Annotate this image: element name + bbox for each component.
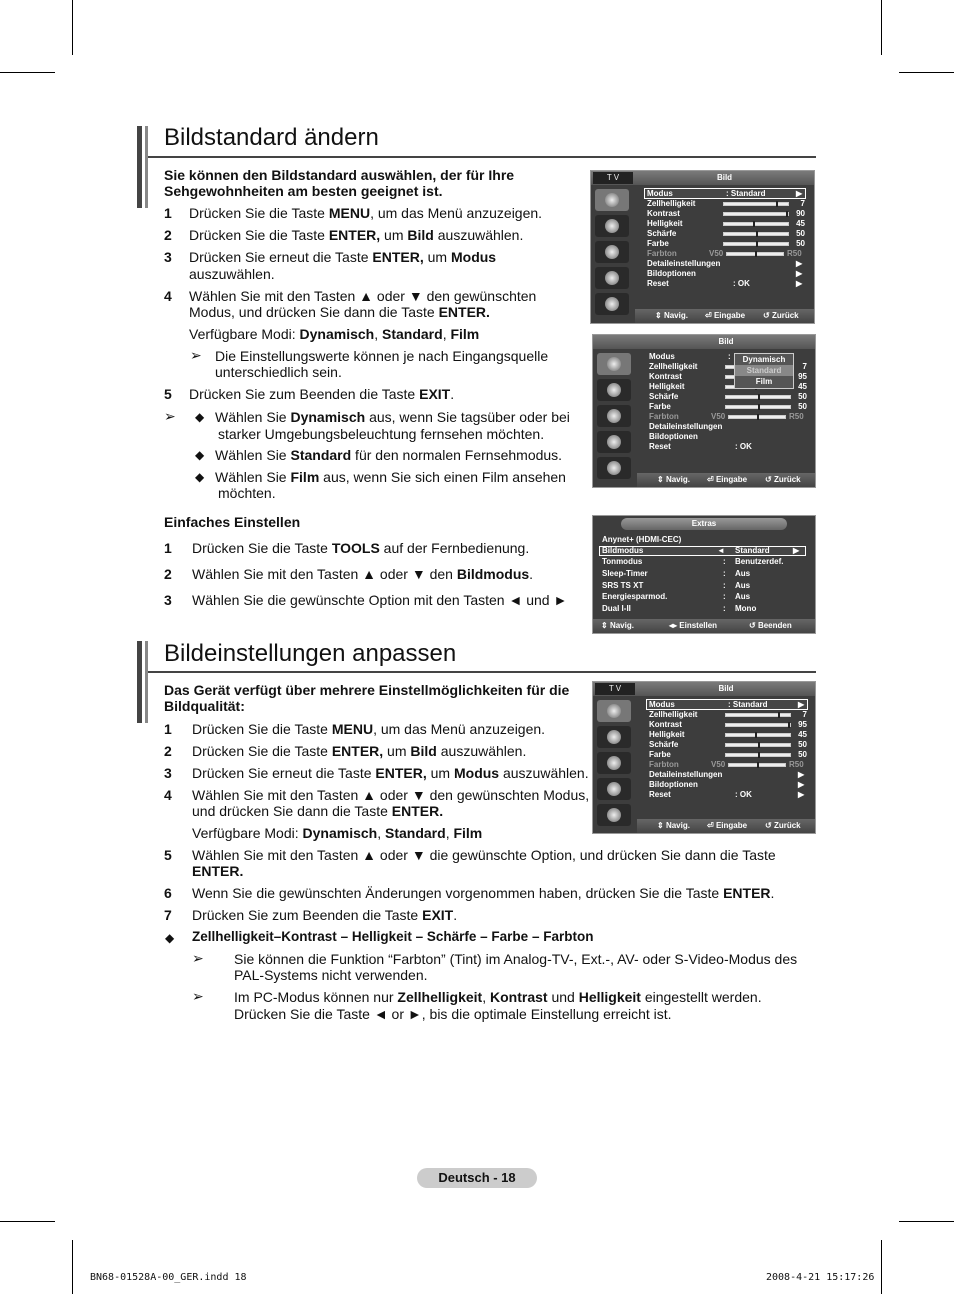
menu-row: Schärfe (647, 229, 677, 238)
step-number: 2 (164, 743, 172, 759)
separator: : (723, 569, 726, 578)
section-title: Bildeinstellungen anpassen (164, 640, 457, 667)
separator: : (723, 581, 726, 590)
menu-value: 50 (798, 392, 807, 401)
menu-row: Zellhelligkeit (647, 199, 696, 208)
menu-value: : OK (735, 790, 752, 799)
right-arrow-icon: ▶ (796, 269, 803, 278)
input-icon (595, 293, 629, 315)
menu-row: Farbe (647, 239, 669, 248)
menu-value: : Standard (728, 700, 768, 709)
menu-row: Detaileinstellungen (649, 770, 723, 779)
nav-hint: ⇕ Navig. (601, 621, 634, 630)
menu-value: Aus (735, 569, 751, 578)
separator: : (723, 592, 726, 601)
step-number: 4 (164, 288, 172, 304)
subheading: Einfaches Einstellen (164, 514, 301, 530)
crop-mark (899, 72, 954, 73)
menu-value: 50 (796, 229, 805, 238)
menu-row: Farbton (647, 249, 677, 258)
menu-row: Farbe (649, 402, 671, 411)
step-text: Wählen Sie die gewünschte Option mit den Tasten ◄ und ► (192, 592, 568, 608)
note-text: Im PC-Modus können nur Zellhelligkeit, Kontrast und Helligkeit eingestellt werden. (234, 989, 762, 1005)
right-arrow-icon: ▶ (796, 189, 803, 198)
input-icon (597, 457, 631, 479)
right-arrow-icon: ▶ (796, 279, 803, 288)
crop-mark (72, 1240, 73, 1294)
menu-row: Farbe (649, 750, 671, 759)
section-bar (145, 641, 148, 723)
menu-row: Helligkeit (647, 219, 683, 228)
right-arrow-icon: ▶ (798, 700, 805, 709)
step-text: Wählen Sie mit den Tasten ▲ oder ▼ den gewünschten (189, 288, 537, 304)
step-number: 2 (164, 227, 172, 243)
menu-row: Schärfe (649, 740, 679, 749)
crop-mark (899, 1221, 954, 1222)
menu-value: 7 (802, 710, 807, 719)
menu-value: 45 (798, 382, 807, 391)
nav-hint: ⇕ Navig. (657, 821, 690, 830)
menu-title: Bild (718, 684, 734, 693)
menu-value: R50 (787, 249, 802, 258)
back-hint: ↺ Zurück (763, 311, 799, 320)
right-arrow-icon: ▶ (798, 790, 805, 799)
left-arrow-icon: ◄ (717, 546, 725, 555)
menu-value: Standard (735, 546, 770, 555)
note-arrow-icon: ➢ (190, 347, 202, 363)
note-arrow-icon: ➢ (164, 408, 176, 424)
step-text: Wählen Sie mit den Tasten ▲ oder ▼ den gewünschten Modus, (192, 787, 590, 803)
step-number: 3 (164, 765, 172, 781)
step-number: 1 (164, 540, 172, 556)
right-arrow-icon: ▶ (798, 770, 805, 779)
step-text: Drücken Sie die Taste MENU, um das Menü anzuzeigen. (192, 721, 546, 737)
bullet-text: Wählen Sie Standard für den normalen Fernsehmodus. (215, 447, 563, 463)
menu-row: Kontrast (647, 209, 680, 218)
step-number: 1 (164, 721, 172, 737)
note-arrow-icon: ➢ (192, 950, 204, 966)
menu-value: : Standard (726, 189, 766, 198)
intro-text: Sie können den Bildstandard auswählen, der für Ihre Sehgewohnheiten am besten geeignet ist. (164, 167, 515, 199)
step-text: Wählen Sie mit den Tasten ▲ oder ▼ den Bildmodus. (192, 566, 534, 582)
note-text: Sie können die Funktion “Farbton” (Tint) im Analog-TV-, Ext.-, AV- oder S-Video-Modus des (234, 951, 798, 967)
separator: : (723, 557, 726, 566)
crop-mark (881, 1240, 882, 1294)
menu-value: 50 (798, 402, 807, 411)
nav-hint: ⇕ Navig. (657, 475, 690, 484)
channel-icon (597, 752, 631, 774)
bullet-text: möchten. (218, 485, 276, 501)
menu-value: Mono (735, 604, 757, 613)
tv-menu-screenshot (592, 334, 816, 488)
menu-value: Aus (735, 581, 751, 590)
menu-value: 95 (798, 372, 807, 381)
menu-value: 7 (800, 199, 805, 208)
menu-row: Bildoptionen (649, 780, 698, 789)
menu-value: V50 (709, 249, 724, 258)
menu-row: Reset (647, 279, 669, 288)
step-number: 2 (164, 566, 172, 582)
step-text: auszuwählen. (189, 266, 275, 282)
note-text: PAL-Systems nicht verwenden. (234, 967, 428, 983)
input-icon (597, 804, 631, 826)
setup-icon (595, 267, 629, 289)
note-arrow-icon: ➢ (192, 988, 204, 1004)
tv-menu-screenshot (592, 681, 816, 834)
step-text: Drücken Sie die Taste ENTER, um Bild auszuwählen. (189, 227, 524, 243)
right-arrow-icon: ▶ (798, 780, 805, 789)
crop-mark (72, 0, 73, 55)
set-hint: ◂▸ Einstellen (669, 621, 718, 630)
separator: : (723, 604, 726, 613)
menu-row: Reset (649, 442, 671, 451)
menu-value: : OK (735, 442, 752, 451)
step-text: Drücken Sie die Taste MENU, um das Menü anzuzeigen. (189, 205, 543, 221)
nav-hint: ⇕ Navig. (655, 311, 688, 320)
picture-icon (597, 700, 631, 722)
menu-value: 7 (802, 362, 807, 371)
section-bar (137, 641, 142, 723)
menu-row: Sleep-Timer (602, 569, 648, 578)
menu-title: Extras (621, 518, 787, 530)
note-text: Die Einstellungswerte können je nach Eingangsquelle unterschiedlich sein. (215, 348, 549, 380)
step-text: Drücken Sie erneut die Taste ENTER, um Modus (189, 249, 497, 265)
intro-text: Das Gerät verfügt über mehrere Einstellmöglichkeiten für die Bildqualität: (164, 682, 570, 714)
menu-row: Schärfe (649, 392, 679, 401)
modes-line: Verfügbare Modi: Dynamisch, Standard, Film (192, 825, 483, 841)
menu-row: Bildoptionen (647, 269, 696, 278)
menu-row: Dual I-II (602, 604, 631, 613)
modes-line: Verfügbare Modi: Dynamisch, Standard, Film (189, 326, 480, 342)
menu-row: Modus (649, 700, 675, 709)
menu-row: Reset (649, 790, 671, 799)
menu-value: R50 (789, 760, 804, 769)
step-number: 3 (164, 592, 172, 608)
mode-popup (734, 353, 794, 389)
popup-option: Dynamisch (742, 355, 786, 364)
step-number: 4 (164, 787, 172, 803)
menu-row: Helligkeit (649, 730, 685, 739)
step-text: Drücken Sie erneut die Taste ENTER, um Modus auszuwählen. (192, 765, 589, 781)
right-arrow-icon: ▶ (796, 259, 803, 268)
menu-row: Modus (649, 352, 675, 361)
bullet-text: starker Umgebungsbeleuchtung fernsehen möchten. (218, 426, 545, 442)
menu-value: : (728, 352, 731, 361)
section-rule (148, 671, 816, 673)
step-text: ENTER. (192, 863, 244, 879)
menu-value: 50 (796, 239, 805, 248)
menu-row: Tonmodus (602, 557, 643, 566)
menu-row: Kontrast (649, 720, 682, 729)
menu-row: Anynet+ (HDMI-CEC) (602, 535, 682, 544)
step-text: Drücken Sie die Taste TOOLS auf der Fernbedienung. (192, 540, 530, 556)
step-text: Wenn Sie die gewünschten Änderungen vorgenommen haben, drücken Sie die Taste ENTER. (192, 885, 775, 901)
sound-icon (597, 379, 631, 401)
setup-icon (597, 778, 631, 800)
sound-icon (597, 726, 631, 748)
menu-title: Bild (716, 173, 733, 182)
diamond-bullet-icon: ◆ (195, 448, 205, 462)
step-text: Drücken Sie zum Beenden die Taste EXIT. (189, 386, 455, 402)
menu-value: Aus (735, 592, 751, 601)
step-text: Modus, und drücken Sie dann die Taste ENTER. (189, 304, 490, 320)
enter-hint: ⏎ Eingabe (707, 475, 748, 484)
menu-row: Farbton (649, 412, 679, 421)
step-number: 3 (164, 249, 172, 265)
settings-list: Zellhelligkeit–Kontrast – Helligkeit – Schärfe – Farbe – Farbton (192, 929, 594, 944)
menu-row: Detaileinstellungen (649, 422, 723, 431)
sound-icon (595, 215, 629, 237)
popup-option: Film (755, 377, 773, 386)
menu-value: V50 (711, 760, 726, 769)
menu-value: 95 (798, 720, 807, 729)
menu-value: : OK (733, 279, 750, 288)
menu-row: SRS TS XT (602, 581, 644, 590)
file-imprint: BN68-01528A-00_GER.indd 18 (90, 1272, 247, 1283)
step-text: Wählen Sie mit den Tasten ▲ oder ▼ die gewünschte Option, und drücken Sie dann die Taste (192, 847, 776, 863)
menu-row: Farbton (649, 760, 679, 769)
menu-value: 90 (796, 209, 805, 218)
menu-value: 50 (798, 750, 807, 759)
tv-menu-screenshot (590, 170, 815, 324)
page-number-badge: Deutsch - 18 (417, 1168, 537, 1188)
step-text: Drücken Sie die Taste ENTER, um Bild auszuwählen. (192, 743, 527, 759)
menu-row: Bildoptionen (649, 432, 698, 441)
back-hint: ↺ Zurück (765, 821, 801, 830)
section-bar (137, 126, 142, 208)
picture-icon (595, 189, 629, 211)
diamond-bullet-icon: ◆ (165, 931, 175, 945)
step-text: Drücken Sie zum Beenden die Taste EXIT. (192, 907, 458, 923)
exit-hint: ↺ Beenden (749, 621, 792, 630)
menu-row: Detaileinstellungen (647, 259, 721, 268)
channel-icon (595, 241, 629, 263)
setup-icon (597, 431, 631, 453)
step-number: 5 (164, 386, 172, 402)
section-title: Bildstandard ändern (164, 124, 379, 151)
menu-row: Zellhelligkeit (649, 710, 698, 719)
popup-option-selected: Standard (735, 365, 793, 376)
diamond-bullet-icon: ◆ (195, 470, 205, 484)
menu-value: 45 (796, 219, 805, 228)
tv-label: T V (595, 683, 635, 695)
menu-value: 45 (798, 730, 807, 739)
step-text: und drücken Sie dann die Taste ENTER. (192, 803, 444, 819)
step-number: 7 (164, 907, 172, 923)
channel-icon (597, 405, 631, 427)
menu-row: Kontrast (649, 372, 682, 381)
step-number: 6 (164, 885, 172, 901)
right-arrow-icon: ▶ (793, 546, 800, 555)
section-bar (145, 126, 148, 208)
date-imprint: 2008-4-21 15:17:26 (766, 1272, 875, 1283)
tools-menu-screenshot (592, 515, 816, 634)
menu-value: 50 (798, 740, 807, 749)
menu-value: V50 (711, 412, 726, 421)
diamond-bullet-icon: ◆ (195, 410, 205, 424)
menu-row: Zellhelligkeit (649, 362, 698, 371)
enter-hint: ⏎ Eingabe (705, 311, 746, 320)
bullet-text: Wählen Sie Film aus, wenn Sie sich einen Film ansehen (215, 469, 566, 485)
note-text: Drücken Sie die Taste ◄ or ►, bis die optimale Einstellung erreicht ist. (234, 1006, 672, 1022)
menu-row: Modus (647, 189, 673, 198)
tv-label: T V (593, 172, 633, 184)
enter-hint: ⏎ Eingabe (707, 821, 748, 830)
menu-row: Bildmodus (602, 546, 644, 555)
crop-mark (0, 1221, 55, 1222)
crop-mark (0, 72, 55, 73)
menu-value: R50 (789, 412, 804, 421)
back-hint: ↺ Zurück (765, 475, 801, 484)
step-number: 1 (164, 205, 172, 221)
menu-value: Benutzerdef. (735, 557, 784, 566)
bullet-text: Wählen Sie Dynamisch aus, wenn Sie tagsüber oder bei (215, 409, 570, 425)
menu-row: Helligkeit (649, 382, 685, 391)
section-rule (148, 156, 816, 158)
menu-row: Energiesparmod. (602, 592, 668, 601)
menu-title: Bild (718, 337, 734, 346)
picture-icon (597, 353, 631, 375)
step-number: 5 (164, 847, 172, 863)
crop-mark (881, 0, 882, 55)
